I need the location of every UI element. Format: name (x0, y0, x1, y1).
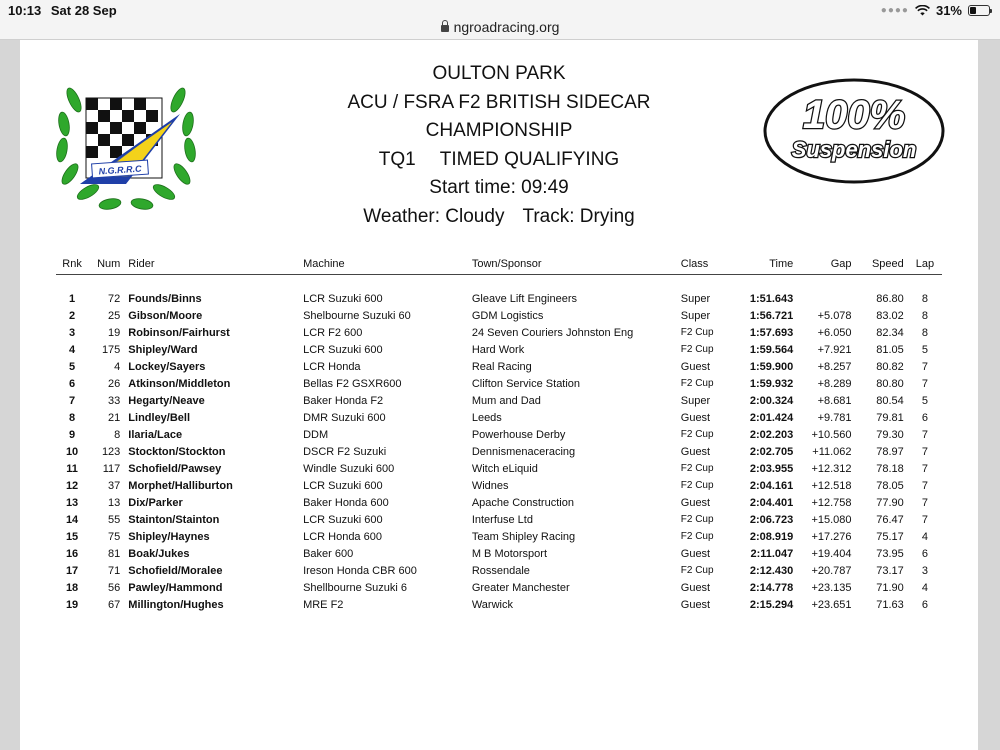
cell-town-sponsor: Apache Construction (471, 496, 574, 509)
cell-machine: Shelbourne Suzuki 60 (303, 309, 411, 322)
cell-time: 2:01.424 (749, 411, 794, 424)
cell-number: 71 (108, 564, 121, 577)
results-page (20, 40, 978, 750)
cell-town-sponsor: Mum and Dad (471, 394, 541, 407)
cell-rank: 5 (69, 360, 76, 373)
cell-rider: Boak/Jukes (128, 547, 190, 560)
cell-lap: 7 (921, 513, 928, 526)
cell-speed: 78.97 (876, 445, 904, 458)
table-row (56, 511, 942, 528)
status-clock (8, 3, 123, 18)
cell-machine: Windle Suzuki 600 (303, 462, 395, 475)
cell-time: 2:02.705 (749, 445, 794, 458)
cell-machine: Baker Honda 600 (303, 496, 389, 509)
cell-speed: 86.80 (876, 293, 904, 305)
table-row (56, 562, 942, 579)
cell-gap: +23.135 (811, 581, 852, 594)
cell-town-sponsor: Hard Work (471, 343, 525, 356)
table-row (56, 596, 942, 613)
cell-speed: 83.02 (876, 309, 904, 322)
weather: Weather: Cloudy (363, 205, 505, 227)
cell-number: 26 (108, 377, 121, 390)
cell-class: F2 Cup (680, 565, 714, 576)
cell-number: 25 (108, 309, 121, 322)
cell-rank: 3 (69, 326, 76, 339)
cell-time: 2:12.430 (749, 564, 794, 577)
table-row (56, 392, 942, 409)
cell-speed: 80.54 (876, 394, 904, 407)
cell-rank: 10 (65, 445, 79, 458)
cell-rank: 2 (69, 309, 76, 322)
cell-rider: Founds/Binns (128, 293, 202, 305)
cell-lap: 5 (921, 394, 928, 407)
cell-speed: 78.05 (876, 479, 904, 492)
cell-gap: +6.050 (817, 326, 852, 339)
cell-class: F2 Cup (680, 378, 714, 389)
col-num: Num (88, 256, 124, 274)
cell-rider: Morphet/Halliburton (128, 479, 233, 492)
cell-time: 2:02.203 (749, 428, 794, 441)
col-class: Class (677, 256, 733, 274)
cell-machine: LCR Honda 600 (303, 530, 382, 543)
table-row (56, 375, 942, 392)
cell-time: 1:51.643 (749, 293, 794, 305)
cell-machine: Ireson Honda CBR 600 (303, 564, 417, 577)
results-table (56, 256, 942, 613)
cell-lap: 4 (921, 581, 928, 594)
cell-rider: Gibson/Moore (128, 309, 203, 322)
cell-town-sponsor: Dennismenaceracing (471, 445, 576, 458)
start-time: Start time: 09:49 (429, 177, 569, 198)
suspension-logo (762, 76, 946, 186)
table-header-row (56, 256, 942, 274)
cell-gap: +17.276 (811, 530, 852, 543)
col-lap: Lap (908, 256, 942, 274)
cell-time: 2:00.324 (749, 394, 794, 407)
table-row (56, 545, 942, 562)
championship-line-2: CHAMPIONSHIP (425, 120, 573, 141)
cell-time: 2:08.919 (749, 530, 794, 543)
cell-rider: Schofield/Moralee (128, 564, 223, 577)
suspension-logo-percent: 100% (802, 93, 906, 137)
status-indicators (881, 3, 990, 18)
table-row (56, 358, 942, 375)
cell-rider: Stainton/Stainton (128, 513, 220, 526)
cell-town-sponsor: M B Motorsport (471, 547, 548, 560)
cell-lap: 7 (921, 445, 928, 458)
table-row (56, 460, 942, 477)
cell-gap (797, 274, 855, 307)
cell-rider: Ilaria/Lace (128, 428, 183, 441)
status-time: 10:13 (8, 3, 42, 18)
cellular-dots-icon: ●●●● (880, 5, 909, 16)
cell-class: F2 Cup (680, 344, 714, 355)
cell-class: Guest (680, 547, 711, 560)
cell-machine: Baker 600 (303, 547, 354, 560)
cell-town-sponsor: 24 Seven Couriers Johnston Eng (471, 326, 634, 339)
cell-town-sponsor: Warwick (471, 598, 513, 611)
cell-rider: Hegarty/Neave (128, 394, 205, 407)
cell-time: 2:11.047 (750, 547, 794, 560)
cell-time: 2:04.401 (749, 496, 794, 509)
cell-class: Guest (680, 496, 711, 509)
cell-time: 1:59.932 (749, 377, 794, 390)
cell-class: Guest (680, 581, 711, 594)
cell-town-sponsor: Powerhouse Derby (471, 428, 566, 441)
cell-class: F2 Cup (680, 429, 714, 440)
cell-lap: 7 (921, 428, 928, 441)
cell-speed: 79.81 (876, 411, 904, 424)
cell-number: 37 (108, 479, 121, 492)
track-condition: Track: Drying (522, 205, 635, 227)
cell-number: 21 (108, 411, 121, 424)
table-row (56, 426, 942, 443)
cell-rank: 7 (69, 394, 76, 407)
cell-speed: 82.34 (876, 326, 904, 339)
cell-speed: 73.95 (876, 547, 904, 560)
cell-number: 72 (108, 293, 121, 305)
cell-time: 2:15.294 (749, 598, 794, 611)
cell-speed: 80.82 (876, 360, 904, 373)
cell-number: 33 (108, 394, 121, 407)
cell-gap: +12.758 (811, 496, 852, 509)
cell-machine: LCR F2 600 (303, 326, 363, 339)
col-speed: Speed (856, 256, 908, 274)
cell-gap: +8.289 (817, 377, 852, 390)
cell-machine: DMR Suzuki 600 (303, 411, 386, 424)
session-code: TQ1 (378, 148, 416, 170)
cell-lap: 3 (921, 564, 928, 577)
cell-speed: 77.90 (876, 496, 904, 509)
cell-number: 56 (108, 581, 121, 594)
cell-speed: 81.05 (876, 343, 904, 356)
cell-rank: 8 (69, 411, 76, 424)
cell-machine: Baker Honda F2 (303, 394, 384, 407)
cell-town-sponsor: Rossendale (471, 564, 530, 577)
cell-lap: 7 (921, 479, 928, 492)
cell-lap: 8 (921, 326, 928, 339)
cell-gap: +12.518 (811, 479, 852, 492)
cell-rider: Pawley/Hammond (128, 581, 223, 594)
cell-rank: 14 (65, 513, 79, 526)
ngrrc-logo-text: N.G.R.R.C (98, 163, 142, 177)
cell-rider: Atkinson/Middleton (128, 377, 231, 390)
col-rnk: Rnk (56, 256, 88, 274)
cell-town-sponsor: Greater Manchester (471, 581, 570, 594)
cell-number: 55 (108, 513, 121, 526)
col-machine: Machine (299, 256, 468, 274)
cell-rank: 15 (65, 530, 79, 543)
cell-rider: Dix/Parker (128, 496, 183, 509)
cell-speed: 79.30 (876, 428, 904, 441)
cell-rank: 13 (65, 496, 79, 509)
cell-town-sponsor: Leeds (471, 411, 502, 424)
cell-lap: 7 (921, 377, 928, 390)
cell-gap: +7.921 (817, 343, 852, 356)
championship-line-1: ACU / FSRA F2 BRITISH SIDECAR (347, 91, 651, 113)
cell-rank: 19 (65, 598, 79, 611)
cell-gap: +9.781 (817, 411, 852, 424)
cell-machine: Shellbourne Suzuki 6 (303, 581, 408, 594)
cell-class: Super (680, 394, 711, 407)
col-town-sponsor: Town/Sponsor (468, 256, 677, 274)
cell-machine: DDM (303, 428, 329, 441)
cell-speed: 71.63 (876, 598, 904, 611)
wifi-icon (915, 5, 930, 16)
cell-time: 2:04.161 (749, 479, 794, 492)
cell-town-sponsor: Witch eLiquid (471, 462, 538, 475)
results-body (56, 274, 942, 613)
browser-top-bar (0, 0, 1000, 40)
col-time: Time (733, 256, 797, 274)
cell-class: F2 Cup (680, 463, 714, 474)
cell-town-sponsor: Real Racing (471, 360, 532, 373)
cell-town-sponsor: Interfuse Ltd (471, 513, 533, 526)
cell-class: Guest (680, 445, 711, 458)
cell-gap: +5.078 (817, 309, 852, 322)
cell-speed: 73.17 (876, 564, 904, 577)
cell-speed: 71.90 (876, 581, 904, 594)
cell-machine: LCR Honda (303, 360, 361, 373)
cell-speed: 75.17 (876, 530, 904, 543)
table-row (56, 494, 942, 511)
table-row (56, 324, 942, 341)
cell-rank: 16 (65, 547, 79, 560)
table-row (56, 307, 942, 324)
cell-speed: 76.47 (876, 513, 904, 526)
conditions-line (20, 203, 978, 232)
cell-machine: LCR Suzuki 600 (303, 343, 383, 356)
cell-machine: LCR Suzuki 600 (303, 513, 383, 526)
cell-rank: 12 (65, 479, 79, 492)
cell-lap: 6 (921, 547, 928, 560)
cell-town-sponsor: Widnes (471, 479, 509, 492)
cell-class: F2 Cup (680, 514, 714, 525)
battery-icon (968, 5, 990, 16)
cell-rider: Lockey/Sayers (128, 360, 206, 373)
col-rider: Rider (124, 256, 299, 274)
suspension-logo-word: Suspension (791, 137, 917, 162)
cell-gap: +19.404 (811, 547, 852, 560)
cell-time: 1:59.564 (749, 343, 794, 356)
venue-title: OULTON PARK (432, 63, 566, 84)
cell-rider: Shipley/Ward (128, 343, 198, 356)
table-row (56, 409, 942, 426)
table-row (56, 341, 942, 358)
cell-class: F2 Cup (680, 327, 714, 338)
address-bar[interactable] (0, 19, 1000, 35)
cell-time: 1:59.900 (749, 360, 794, 373)
cell-class: F2 Cup (680, 480, 714, 491)
table-row (56, 443, 942, 460)
cell-machine: Bellas F2 GSXR600 (303, 377, 402, 390)
cell-rider: Shipley/Haynes (128, 530, 210, 543)
cell-rank: 17 (65, 564, 79, 577)
cell-number: 13 (108, 496, 121, 509)
cell-time: 2:03.955 (749, 462, 794, 475)
cell-lap: 7 (921, 462, 928, 475)
cell-number: 81 (108, 547, 121, 560)
url-text: ngroadracing.org (453, 19, 560, 35)
cell-lap: 6 (921, 411, 928, 424)
battery-level (970, 7, 976, 14)
battery-percent: 31% (935, 3, 962, 18)
cell-gap: +8.257 (817, 360, 852, 373)
cell-rank: 9 (69, 428, 76, 441)
cell-lap: 4 (921, 530, 928, 543)
cell-lap: 5 (921, 343, 928, 356)
cell-number: 67 (108, 598, 121, 611)
cell-class: Guest (680, 598, 711, 611)
cell-machine: LCR Suzuki 600 (303, 479, 383, 492)
cell-rider: Millington/Hughes (128, 598, 224, 611)
cell-gap: +20.787 (811, 564, 852, 577)
cell-number: 123 (101, 445, 121, 458)
cell-number: 8 (114, 428, 121, 441)
cell-gap: +15.080 (811, 513, 852, 526)
cell-rank: 11 (66, 462, 78, 475)
cell-rider: Robinson/Fairhurst (128, 326, 230, 339)
cell-class: Super (680, 309, 711, 322)
cell-rider: Lindley/Bell (128, 411, 191, 424)
cell-lap: 8 (921, 293, 928, 305)
cell-lap: 6 (921, 598, 928, 611)
cell-machine: LCR Suzuki 600 (303, 293, 383, 305)
cell-class: Guest (680, 411, 711, 424)
cell-number: 19 (108, 326, 121, 339)
cell-town-sponsor: GDM Logistics (471, 309, 544, 322)
cell-number: 175 (101, 343, 121, 356)
table-row (56, 579, 942, 596)
cell-lap: 7 (921, 360, 928, 373)
cell-class: Super (680, 293, 711, 305)
cell-lap: 7 (921, 496, 928, 509)
cell-gap: +12.312 (811, 462, 852, 475)
cell-rank: 18 (65, 581, 79, 594)
cell-town-sponsor: Gleave Lift Engineers (471, 293, 577, 305)
cell-gap: +10.560 (811, 428, 852, 441)
cell-rank: 4 (69, 343, 76, 356)
cell-time: 2:14.778 (749, 581, 794, 594)
status-date: Sat 28 Sep (50, 3, 117, 18)
cell-number: 117 (102, 462, 121, 475)
cell-rider: Stockton/Stockton (128, 445, 226, 458)
table-row (56, 477, 942, 494)
col-gap: Gap (797, 256, 855, 274)
table-row (56, 274, 942, 307)
cell-machine: MRE F2 (303, 598, 344, 611)
cell-gap: +23.651 (811, 598, 852, 611)
cell-gap: +11.062 (812, 445, 852, 458)
cell-class: Guest (680, 360, 711, 373)
cell-rank: 6 (69, 377, 76, 390)
session-name: TIMED QUALIFYING (439, 148, 620, 170)
table-row (56, 528, 942, 545)
cell-number: 4 (114, 360, 121, 373)
cell-speed: 80.80 (876, 377, 904, 390)
cell-town-sponsor: Clifton Service Station (471, 377, 581, 390)
cell-machine: DSCR F2 Suzuki (303, 445, 387, 458)
cell-rank: 1 (69, 293, 76, 305)
cell-town-sponsor: Team Shipley Racing (471, 530, 576, 543)
cell-gap: +8.681 (817, 394, 852, 407)
lock-icon (441, 25, 449, 32)
cell-class: F2 Cup (680, 531, 714, 542)
cell-lap: 8 (921, 309, 928, 322)
cell-speed: 78.18 (876, 462, 904, 475)
cell-time: 2:06.723 (749, 513, 794, 526)
cell-number: 75 (108, 530, 121, 543)
cell-time: 1:56.721 (749, 309, 794, 322)
cell-rider: Schofield/Pawsey (128, 462, 222, 475)
cell-time: 1:57.693 (749, 326, 794, 339)
